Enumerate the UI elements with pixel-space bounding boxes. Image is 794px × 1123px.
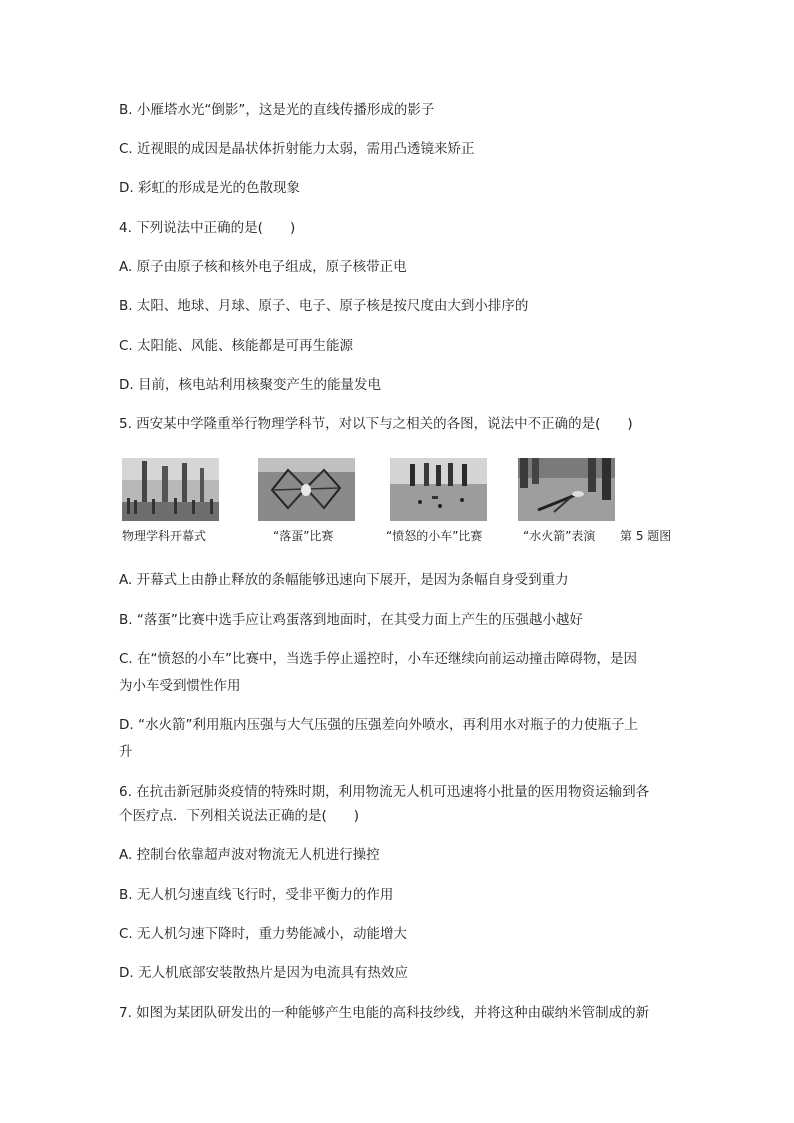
photo-angry-car bbox=[390, 458, 487, 521]
text-line-4d: D. 目前，核电站利用核聚变产生的能量发电 bbox=[119, 377, 381, 393]
question-6-stem-1: 6. 在抗击新冠肺炎疫情的特殊时期，利用物流无人机可迅速将小批量的医用物资运输到各 bbox=[119, 784, 650, 800]
text-line-6b: B. 无人机匀速直线飞行时，受非平衡力的作用 bbox=[119, 887, 394, 903]
text-line-6a: A. 控制台依靠超声波对物流无人机进行操控 bbox=[119, 847, 380, 863]
text-line-5d-1: D. “水火箭”利用瓶内压强与大气压强的压强差向外喷水，再利用水对瓶子的力使瓶子上 bbox=[119, 717, 638, 733]
text-line-3b: B. 小雁塔水光“倒影”，这是光的直线传播形成的影子 bbox=[119, 102, 435, 118]
question-4-stem: 4. 下列说法中正确的是( ) bbox=[119, 220, 296, 236]
text-line-4a: A. 原子由原子核和核外电子组成，原子核带正电 bbox=[119, 259, 407, 275]
text-line-5c-2: 为小车受到惯性作用 bbox=[119, 678, 241, 694]
text-line-3d: D. 彩虹的形成是光的色散现象 bbox=[119, 180, 300, 196]
text-line-3c: C. 近视眼的成因是晶状体折射能力太弱，需用凸透镜来矫正 bbox=[119, 141, 475, 157]
text-line-4c: C. 太阳能、风能、核能都是可再生能源 bbox=[119, 338, 354, 354]
text-line-6c: C. 无人机匀速下降时，重力势能减小，动能增大 bbox=[119, 926, 408, 942]
caption-egg-drop: “落蛋”比赛 bbox=[273, 529, 334, 543]
caption-opening-ceremony: 物理学科开幕式 bbox=[122, 529, 207, 543]
figure-label: 第 5 题图 bbox=[620, 529, 672, 543]
photo-opening-ceremony bbox=[122, 458, 219, 521]
caption-angry-car: “愤怒的小车”比赛 bbox=[386, 529, 483, 543]
text-line-5c-1: C. 在“愤怒的小车”比赛中，当选手停止遥控时，小车还继续向前运动撞击障碍物，是因 bbox=[119, 651, 637, 667]
text-line-4b: B. 太阳、地球、月球、原子、电子、原子核是按尺度由大到小排序的 bbox=[119, 298, 529, 314]
photo-egg-drop bbox=[258, 458, 355, 521]
photo-water-rocket bbox=[518, 458, 615, 521]
question-6-stem-2: 个医疗点．下列相关说法正确的是( ) bbox=[119, 808, 360, 824]
question-5-stem: 5. 西安某中学隆重举行物理学科节，对以下与之相关的各图，说法中不正确的是( ) bbox=[119, 416, 633, 432]
question-7-stem: 7. 如图为某团队研发出的一种能够产生电能的高科技纱线，并将这种由碳纳米管制成的新 bbox=[119, 1005, 650, 1021]
text-line-5b: B. “落蛋”比赛中选手应让鸡蛋落到地面时，在其受力面上产生的压强越小越好 bbox=[119, 612, 583, 628]
text-line-5d-2: 升 bbox=[119, 744, 133, 760]
caption-water-rocket: “水火箭”表演 bbox=[523, 529, 596, 543]
text-line-5a: A. 开幕式上由静止释放的条幅能够迅速向下展开，是因为条幅自身受到重力 bbox=[119, 572, 569, 588]
text-line-6d: D. 无人机底部安装散热片是因为电流具有热效应 bbox=[119, 965, 408, 981]
